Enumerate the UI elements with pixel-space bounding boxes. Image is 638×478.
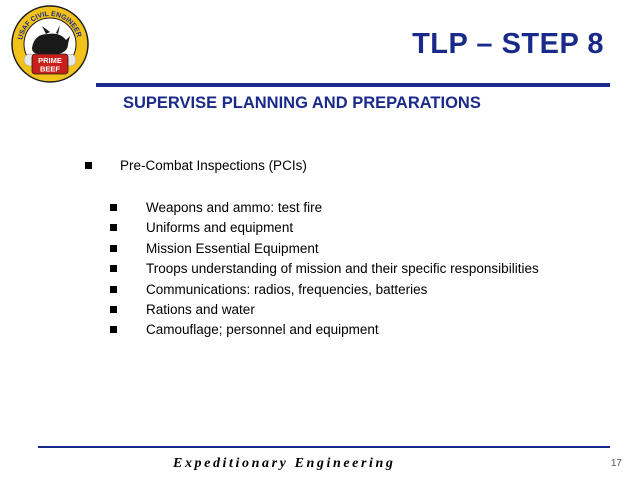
square-bullet-icon [110,204,117,211]
logo-badge-line1: PRIME [38,56,62,65]
slide-title: TLP – STEP 8 [412,28,604,60]
sub-bullet-text: Mission Essential Equipment [146,241,319,256]
square-bullet-icon [110,224,117,231]
sub-bullet-text: Rations and water [146,302,255,317]
title-divider [96,83,610,87]
footer-text: Expeditionary Engineering [173,456,396,471]
square-bullet-icon [110,306,117,313]
sub-bullet-item [110,302,255,317]
sub-bullet-text: Camouflage; personnel and equipment [146,322,379,337]
sub-bullet-item [110,200,322,215]
square-bullet-icon [110,265,117,272]
main-bullet-item [85,158,307,173]
logo-ring-text: USAF CIVIL ENGINEER [17,10,83,41]
logo-badge-line2: BEEF [39,64,61,74]
sub-bullet-item [110,322,379,337]
footer-divider [38,446,610,448]
square-bullet-icon [110,286,117,293]
main-bullet-text: Pre-Combat Inspections (PCIs) [120,158,307,173]
square-bullet-icon [110,326,117,333]
sub-bullet-item [110,282,427,297]
sub-bullet-item [110,241,319,256]
sub-bullet-text: Uniforms and equipment [146,220,294,235]
sub-bullet-text: Weapons and ammo: test fire [146,200,323,215]
sub-bullet-text: Communications: radios, frequencies, batteries [146,282,428,297]
slide-subtitle: SUPERVISE PLANNING AND PREPARATIONS [123,94,481,112]
sub-bullet-text: Troops understanding of mission and their specific responsibilities [146,261,539,276]
page-number: 17 [610,458,622,469]
prime-beef-logo [10,4,90,84]
square-bullet-icon [110,245,117,252]
sub-bullet-item [110,261,539,276]
square-bullet-icon [85,162,92,169]
sub-bullet-item [110,220,293,235]
